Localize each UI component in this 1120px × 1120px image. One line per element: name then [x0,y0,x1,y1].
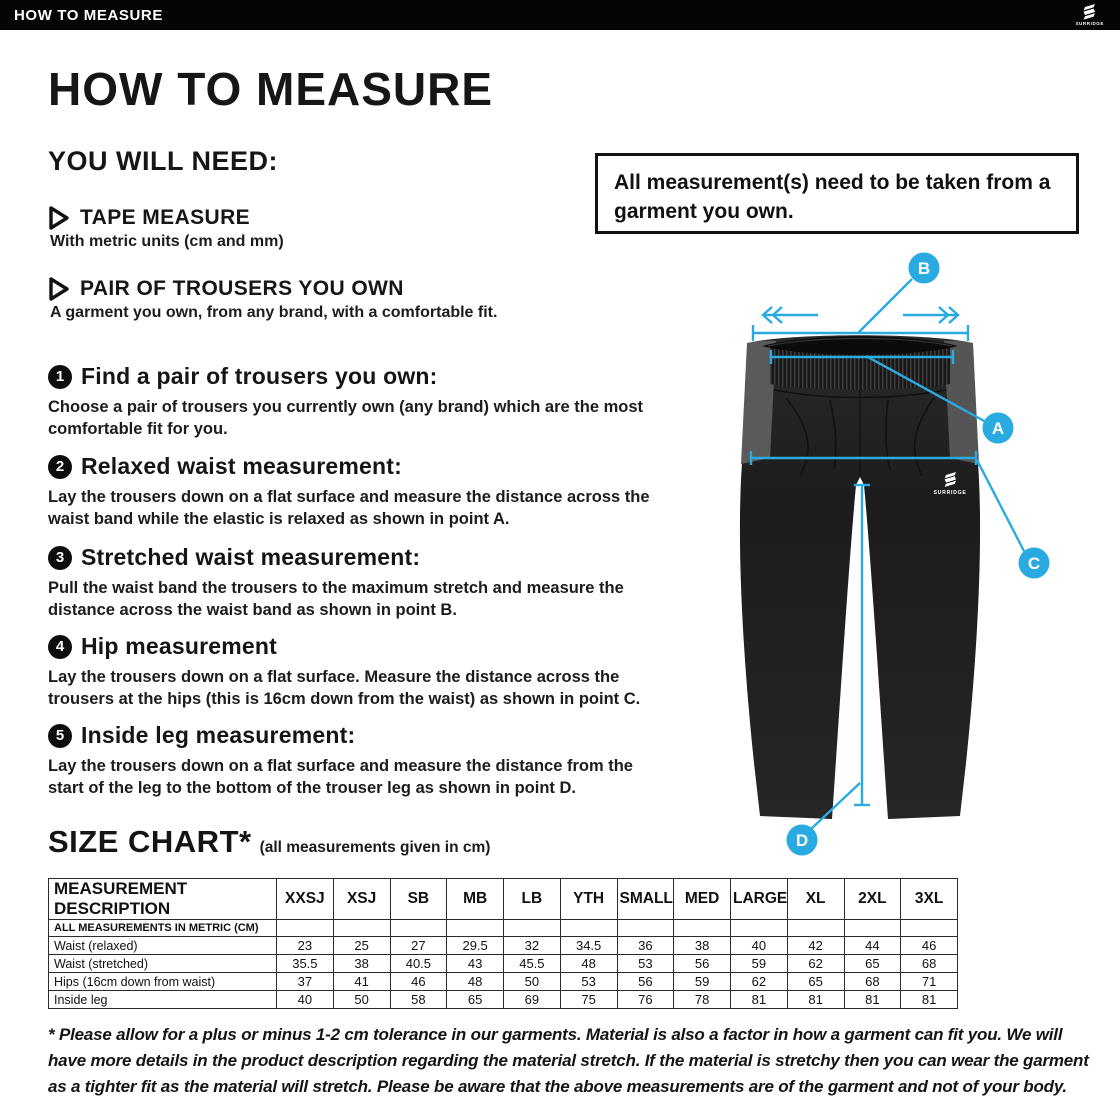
size-chart-table [48,878,958,1009]
table-cell: 44 [844,937,901,955]
measure-point-c [1019,548,1050,579]
table-cell: 50 [504,973,561,991]
table-cell [333,920,390,937]
table-cell-label: Inside leg [49,991,277,1009]
table-cell: 76 [617,991,674,1009]
table-cell: 46 [390,973,447,991]
table-cell: 81 [901,991,958,1009]
table-header-cell: SMALL [617,879,674,920]
step-description: Lay the trousers down on a flat surface. Measure the distance across the trousers at the hips (this is 16cm down from the waist) as shown in point C. [48,668,641,708]
table-cell: 41 [333,973,390,991]
table-header-cell: 3XL [901,879,958,920]
table-header-row [49,879,958,920]
table-cell: 29.5 [447,937,504,955]
triangle-bullet-icon [48,206,70,230]
table-cell [390,920,447,937]
table-cell: 58 [390,991,447,1009]
table-header-cell: XSJ [333,879,390,920]
table-cell-label: Waist (relaxed) [49,937,277,955]
need-item-label: PAIR OF TROUSERS YOU OWN [80,277,404,300]
surridge-logo-text: SURRIDGE [1075,20,1104,26]
step-title: Relaxed waist measurement: [81,453,402,479]
table-cell: 25 [333,937,390,955]
table-row [49,991,958,1009]
table-cell-label: Waist (stretched) [49,955,277,973]
table-cell: 46 [901,937,958,955]
table-cell: 71 [901,973,958,991]
step-number-badge: 4 [48,635,72,659]
need-item-description: A garment you own, from any brand, with a comfortable fit. [50,304,498,321]
table-cell: ALL MEASUREMENTS IN METRIC (CM) [49,920,277,937]
step-2 [48,453,653,530]
table-cell: 65 [447,991,504,1009]
table-cell: 37 [277,973,334,991]
table-header-cell: XXSJ [277,879,334,920]
table-cell: 56 [617,973,674,991]
step-title: Inside leg measurement: [81,722,356,748]
table-cell [447,920,504,937]
svg-text:B: B [917,259,931,278]
step-title: Find a pair of trousers you own: [81,363,438,389]
table-cell: 50 [333,991,390,1009]
measure-point-d [787,825,818,856]
table-cell: 81 [731,991,788,1009]
table-cell [617,920,674,937]
notice-box [595,153,1079,234]
need-item-tape-measure [48,206,668,251]
step-number-badge: 1 [48,365,72,389]
top-bar-title: HOW TO MEASURE [14,6,163,24]
svg-text:SURRIDGE: SURRIDGE [933,490,967,496]
measure-point-a [983,413,1014,444]
table-cell: 48 [447,973,504,991]
table-header-cell: MEASUREMENT DESCRIPTION [49,879,277,920]
step-description: Choose a pair of trousers you currently own (any brand) which are the most comfortable fit for you. [48,398,644,438]
table-row [49,955,958,973]
table-cell-label: Hips (16cm down from waist) [49,973,277,991]
table-cell: 81 [844,991,901,1009]
step-1 [48,363,653,440]
need-item-description: With metric units (cm and mm) [50,233,284,250]
step-number-badge: 3 [48,546,72,570]
table-cell: 56 [674,955,731,973]
table-cell: 53 [617,955,674,973]
table-cell [277,920,334,937]
table-cell: 48 [560,955,617,973]
page-title: HOW TO MEASURE [48,63,494,115]
table-cell: 69 [504,991,561,1009]
table-header-cell: SB [390,879,447,920]
table-cell: 42 [787,937,844,955]
surridge-logo-icon [1075,4,1108,27]
table-cell: 65 [844,955,901,973]
notice-text: All measurement(s) need to be taken from a garment you own. [614,171,1051,223]
table-header-cell: MED [674,879,731,920]
table-cell: 40.5 [390,955,447,973]
table-header-cell: YTH [560,879,617,920]
measure-point-b [909,253,940,284]
table-header-cell: LARGE [731,879,788,920]
table-cell: 65 [787,973,844,991]
step-number-badge: 2 [48,455,72,479]
step-description: Lay the trousers down on a flat surface and measure the distance across the waist band while the elastic is relaxed as shown in point A. [48,488,650,528]
table-cell: 40 [277,991,334,1009]
table-header-cell: XL [787,879,844,920]
table-cell: 38 [674,937,731,955]
table-cell [844,920,901,937]
trousers-diagram [738,238,1120,876]
svg-text:A: A [991,419,1005,438]
need-item-label: TAPE MEASURE [80,206,251,229]
table-cell: 78 [674,991,731,1009]
table-cell: 62 [731,973,788,991]
table-cell [731,920,788,937]
step-title: Hip measurement [81,633,278,659]
table-cell [560,920,617,937]
size-chart-subheading: (all measurements given in cm) [259,839,491,856]
trousers-illustration [738,238,1120,876]
table-cell: 36 [617,937,674,955]
table-cell: 53 [560,973,617,991]
table-cell: 40 [731,937,788,955]
table-cell: 59 [731,955,788,973]
table-cell: 68 [901,955,958,973]
table-cell: 45.5 [504,955,561,973]
step-5 [48,722,653,799]
step-title: Stretched waist measurement: [81,544,421,570]
table-cell: 27 [390,937,447,955]
svg-text:C: C [1027,554,1041,573]
table-cell: 38 [333,955,390,973]
table-cell: 32 [504,937,561,955]
table-metric-row [49,920,958,937]
footnote: * Please allow for a plus or minus 1-2 cm tolerance in our garments. Material is also a factor in how a garment can fit you. We will have more details in the product description regarding the material stretch. If the material is stretchy then you can wear the garment as a tighter fit as the material will stretch. Please be aware that the above measurements are of the garment and not of your body. [48,1025,1089,1096]
table-cell [901,920,958,937]
table-cell: 81 [787,991,844,1009]
table-row [49,973,958,991]
table-row [49,937,958,955]
table-cell [674,920,731,937]
table-cell: 62 [787,955,844,973]
table-cell: 43 [447,955,504,973]
table-cell [504,920,561,937]
top-bar [0,0,1120,30]
svg-text:D: D [795,831,809,850]
step-number-badge: 5 [48,724,72,748]
trousers-body [740,335,980,819]
table-cell [787,920,844,937]
table-cell: 68 [844,973,901,991]
size-chart-heading: SIZE CHART* [48,824,252,859]
table-cell: 34.5 [560,937,617,955]
you-will-need-heading: YOU WILL NEED: [48,146,279,176]
need-item-trousers [48,277,668,322]
table-cell: 75 [560,991,617,1009]
step-description: Lay the trousers down on a flat surface and measure the distance from the start of the leg to the bottom of the trouser leg as shown in point D. [48,757,633,797]
table-header-cell: 2XL [844,879,901,920]
triangle-bullet-icon [48,277,70,301]
table-header-cell: LB [504,879,561,920]
step-4 [48,633,653,710]
table-cell: 23 [277,937,334,955]
table-header-cell: MB [447,879,504,920]
step-description: Pull the waist band the trousers to the maximum stretch and measure the distance across the waist band as shown in point B. [48,579,624,619]
step-3 [48,544,653,621]
surridge-mark-icon [1079,4,1101,21]
table-cell: 35.5 [277,955,334,973]
table-cell: 59 [674,973,731,991]
